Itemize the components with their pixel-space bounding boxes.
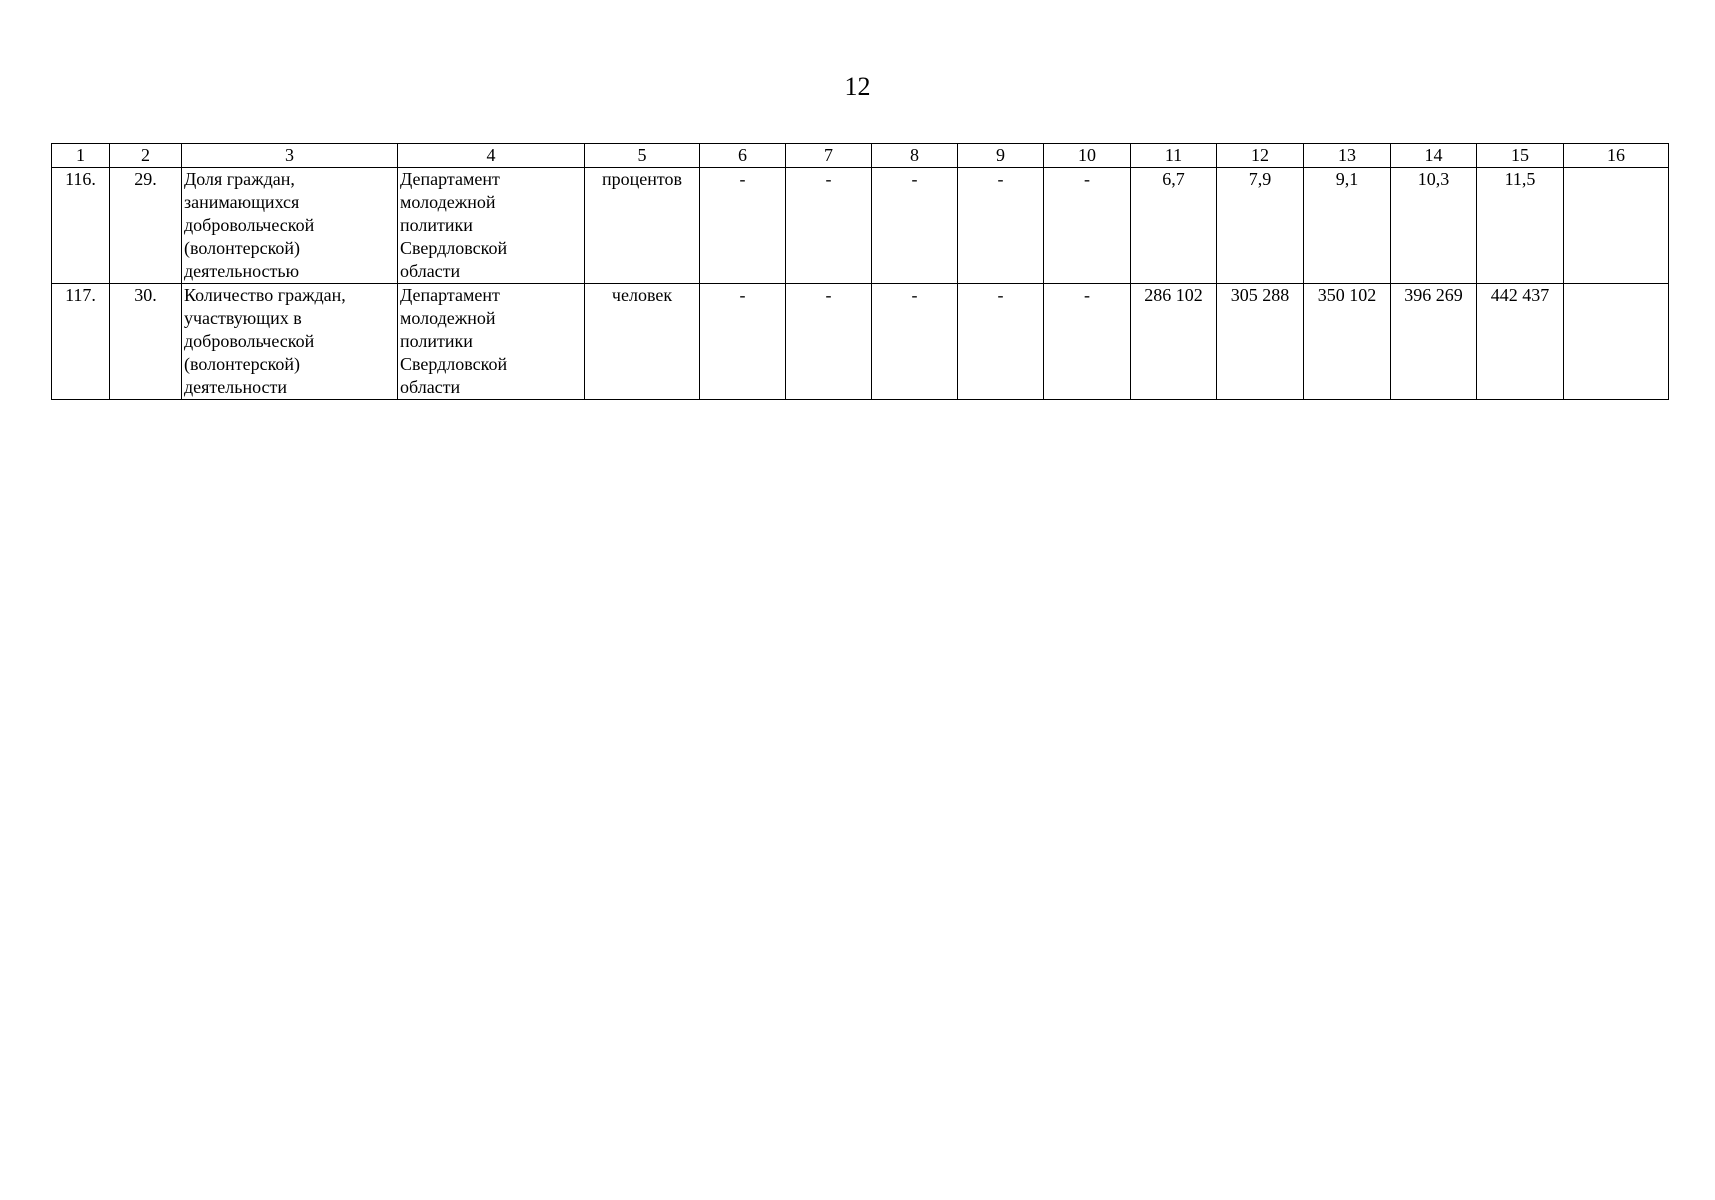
page-number: 12 [844,72,871,101]
unit: процентов [585,168,700,284]
indicator-name: Количество граждан, участвующих в добровольческой (волонтерской) деятельности [182,284,398,400]
col-header: 7 [786,144,872,168]
value-cell: 10,3 [1391,168,1477,284]
header-row [52,144,1669,168]
value-cell: 286 102 [1131,284,1217,400]
value-cell: 442 437 [1477,284,1564,400]
col-header: 9 [958,144,1044,168]
value-cell: - [872,168,958,284]
value-cell: 305 288 [1217,284,1304,400]
value-cell: - [786,168,872,284]
col-header: 15 [1477,144,1564,168]
indicator-number: 30. [110,284,182,400]
value-cell: 7,9 [1217,168,1304,284]
value-cell: 6,7 [1131,168,1217,284]
indicator-name: Доля граждан, занимающихся добровольческой (волонтерской) деятельностью [182,168,398,284]
col-header: 14 [1391,144,1477,168]
col-header: 11 [1131,144,1217,168]
col-header: 8 [872,144,958,168]
col-header: 3 [182,144,398,168]
value-cell: - [786,284,872,400]
value-cell: - [1044,284,1131,400]
value-cell [1564,284,1669,400]
col-header: 13 [1304,144,1391,168]
col-header: 12 [1217,144,1304,168]
value-cell: 9,1 [1304,168,1391,284]
value-cell: - [1044,168,1131,284]
value-cell: - [700,168,786,284]
value-cell: - [872,284,958,400]
value-cell: 11,5 [1477,168,1564,284]
value-cell: - [958,168,1044,284]
col-header: 1 [52,144,110,168]
col-header: 10 [1044,144,1131,168]
row-number: 117. [52,284,110,400]
col-header: 6 [700,144,786,168]
col-header: 5 [585,144,700,168]
table-row [52,168,1669,284]
table-row [52,284,1669,400]
value-cell [1564,168,1669,284]
value-cell: - [700,284,786,400]
col-header: 2 [110,144,182,168]
unit: человек [585,284,700,400]
indicator-table [51,143,1669,400]
col-header: 4 [398,144,585,168]
responsible-body: Департамент молодежной политики Свердловской области [398,284,585,400]
col-header: 16 [1564,144,1669,168]
indicator-number: 29. [110,168,182,284]
value-cell: 396 269 [1391,284,1477,400]
value-cell: - [958,284,1044,400]
row-number: 116. [52,168,110,284]
responsible-body: Департамент молодежной политики Свердловской области [398,168,585,284]
value-cell: 350 102 [1304,284,1391,400]
